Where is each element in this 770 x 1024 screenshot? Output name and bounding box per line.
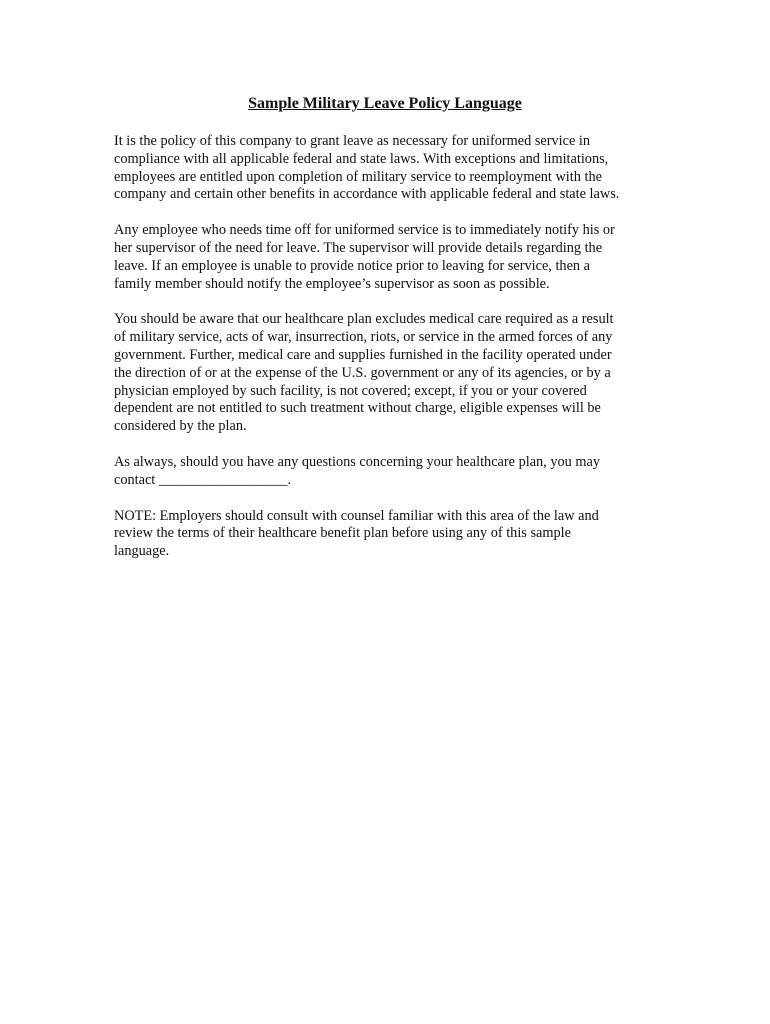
text-line: dependent are not entitled to such treatment without charge, eligible expenses will be xyxy=(114,400,601,417)
document-title: Sample Military Leave Policy Language xyxy=(248,95,522,112)
text-line: As always, should you have any questions concerning your healthcare plan, you may xyxy=(114,453,600,470)
paragraph-notification xyxy=(114,222,659,293)
paragraph-healthcare-exclusion xyxy=(114,311,659,436)
text-line: NOTE: Employers should consult with counsel familiar with this area of the law and xyxy=(114,507,599,524)
text-line: of military service, acts of war, insurrection, riots, or service in the armed forces of any xyxy=(114,329,613,346)
text-line: company and certain other benefits in accordance with applicable federal and state laws. xyxy=(114,186,620,203)
text-line: considered by the plan. xyxy=(114,418,247,435)
text-line: government. Further, medical care and supplies furnished in the facility operated under xyxy=(114,346,612,363)
paragraph-contact xyxy=(114,454,659,490)
text-line: employees are entitled upon completion of military service to reemployment with the xyxy=(114,168,602,185)
text-line: physician employed by such facility, is not covered; except, if you or your covered xyxy=(114,382,587,399)
text-line: review the terms of their healthcare benefit plan before using any of this sample xyxy=(114,525,571,542)
text-line: contact __________________. xyxy=(114,471,292,488)
text-line: language. xyxy=(114,543,170,560)
text-line: You should be aware that our healthcare plan excludes medical care required as a result xyxy=(114,311,614,328)
text-line: family member should notify the employee’s supervisor as soon as possible. xyxy=(114,275,550,292)
text-line: her supervisor of the need for leave. The supervisor will provide details regarding the xyxy=(114,239,603,256)
paragraph-policy xyxy=(114,133,659,204)
text-line: the direction of or at the expense of the U.S. government or any of its agencies, or by a xyxy=(114,364,611,381)
text-line: compliance with all applicable federal and state laws. With exceptions and limitations, xyxy=(114,150,609,167)
paragraph-note xyxy=(114,508,659,561)
text-line: Any employee who needs time off for uniformed service is to immediately notify his or xyxy=(114,222,615,239)
document-body xyxy=(114,133,659,579)
text-line: It is the policy of this company to grant leave as necessary for uniformed service in xyxy=(114,133,591,149)
text-line: leave. If an employee is unable to provide notice prior to leaving for service, then a xyxy=(114,257,590,274)
